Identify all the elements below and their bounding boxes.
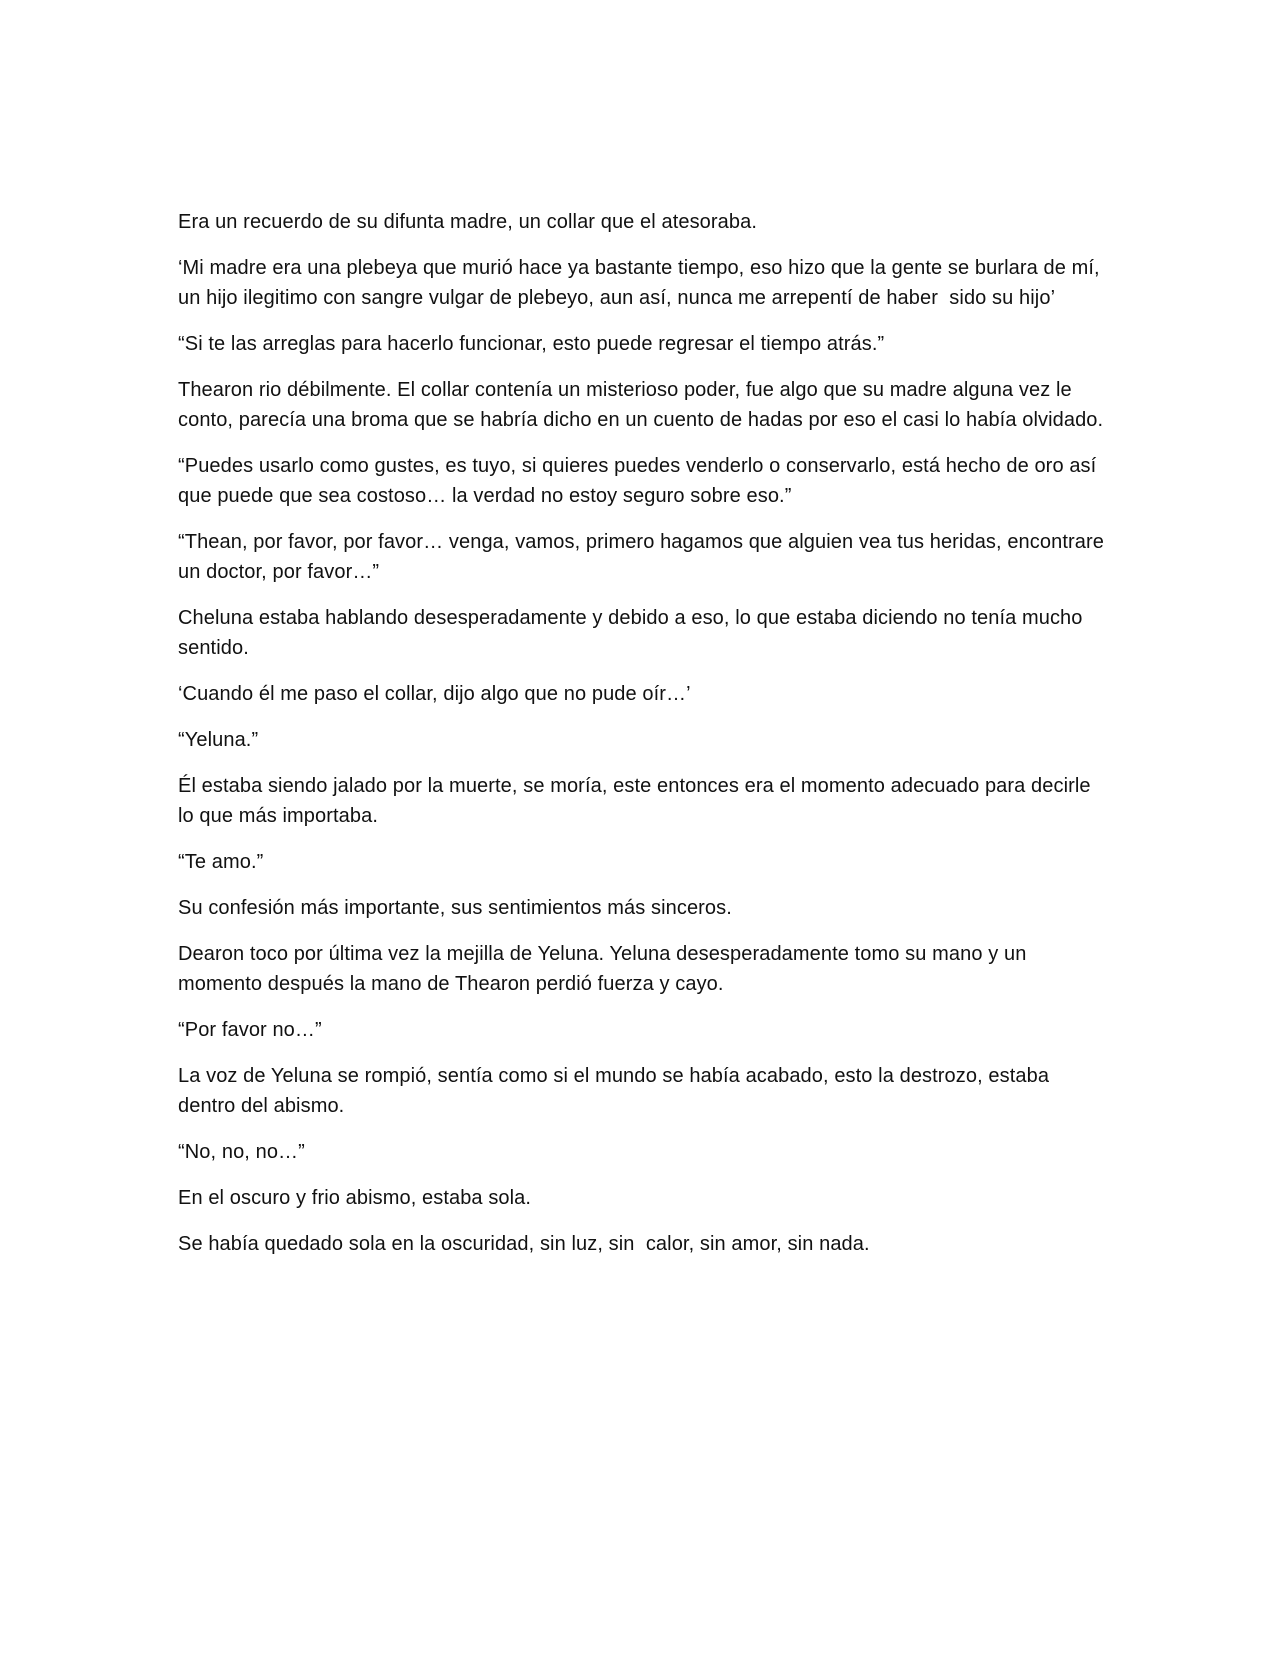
paragraph: Él estaba siendo jalado por la muerte, se moría, este entonces era el momento adecuado para decirle lo que más importaba. [178,775,1097,827]
paragraph: Su confesión más importante, sus sentimientos más sinceros. [178,897,732,919]
paragraph: En el oscuro y frio abismo, estaba sola. [178,1187,532,1209]
paragraph: ‘Cuando él me paso el collar, dijo algo que no pude oír…’ [178,683,691,705]
paragraph: “Te amo.” [178,851,264,873]
paragraph: Se había quedado sola en la oscuridad, sin luz, sin calor, sin amor, sin nada. [178,1233,870,1255]
paragraph: “Yeluna.” [178,729,259,751]
paragraph: La voz de Yeluna se rompió, sentía como si el mundo se había acabado, esto la destrozo, estaba dentro del abismo. [178,1065,1055,1117]
paragraph: ‘Mi madre era una plebeya que murió hace ya bastante tiempo, eso hizo que la gente se burlara de mí, un hijo ilegitimo con sangre vulgar de plebeyo, aun así, nunca me arrepentí de haber sido su hijo’ [178,257,1106,309]
paragraph: “Por favor no…” [178,1019,322,1041]
document-body [178,207,1108,1275]
paragraph: Thearon rio débilmente. El collar contenía un misterioso poder, fue algo que su madre alguna vez le conto, parecía una broma que se habría dicho en un cuento de hadas por eso el casi lo había olvidado. [178,379,1104,431]
paragraph: Dearon toco por última vez la mejilla de Yeluna. Yeluna desesperadamente tomo su mano y un momento después la mano de Thearon perdió fuerza y cayo. [178,943,1033,995]
paragraph: Cheluna estaba hablando desesperadamente y debido a eso, lo que estaba diciendo no tenía mucho sentido. [178,607,1089,659]
paragraph: “Si te las arreglas para hacerlo funcionar, esto puede regresar el tiempo atrás.” [178,333,885,355]
paragraph: “Thean, por favor, por favor… venga, vamos, primero hagamos que alguien vea tus heridas, encontrare un doctor, por favor…” [178,531,1110,583]
paragraph: “Puedes usarlo como gustes, es tuyo, si quieres puedes venderlo o conservarlo, está hecho de oro así que puede que sea costoso… la verdad no estoy seguro sobre eso.” [178,455,1102,507]
paragraph: Era un recuerdo de su difunta madre, un collar que el atesoraba. [178,211,757,233]
paragraph: “No, no, no…” [178,1141,305,1163]
